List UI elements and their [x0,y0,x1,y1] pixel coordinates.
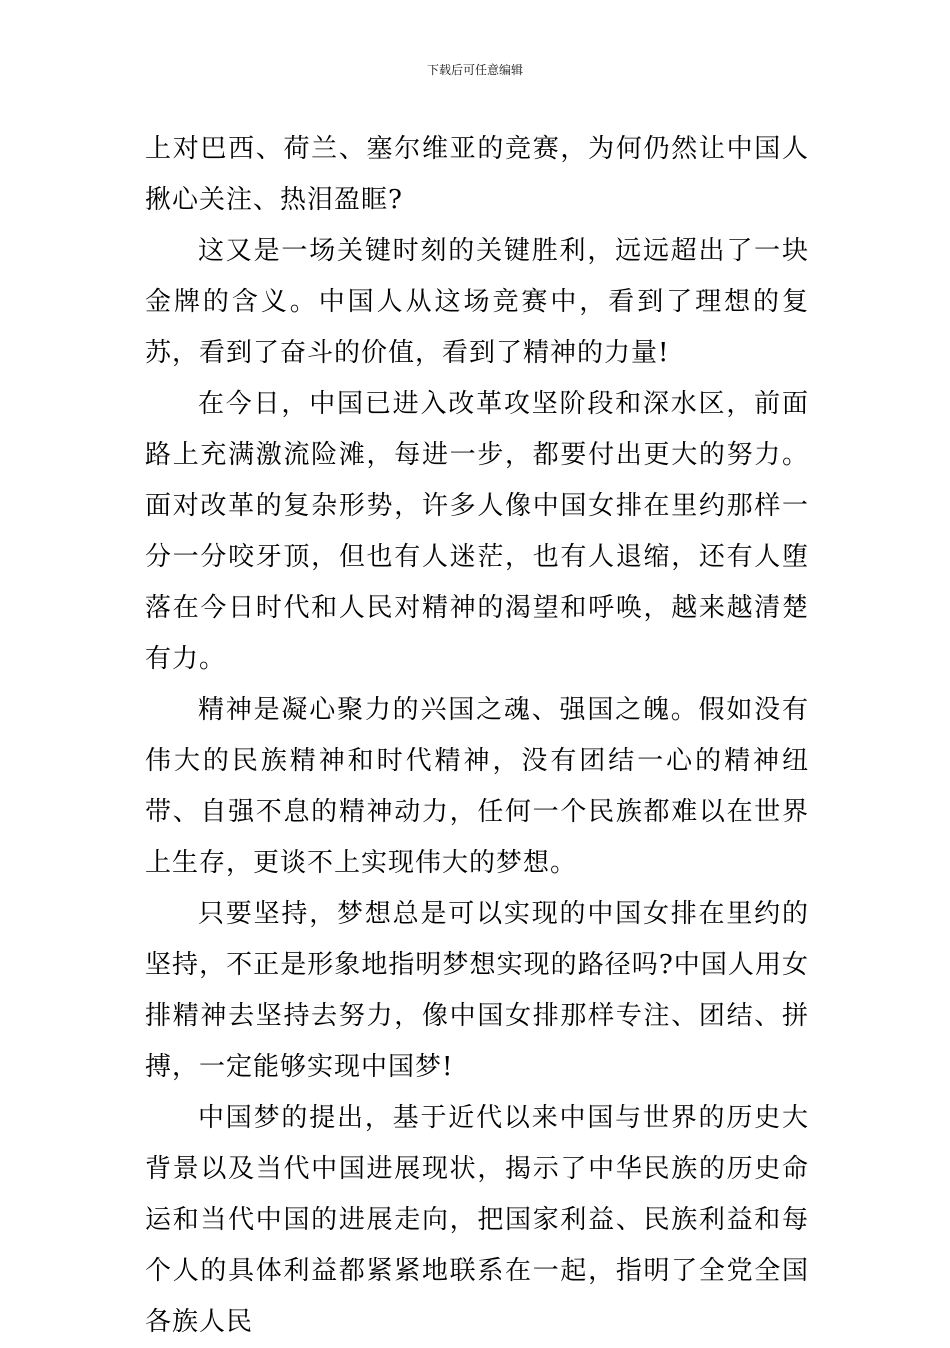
paragraph-1: 上对巴西、荷兰、塞尔维亚的竞赛，为何仍然让中国人揪心关注、热泪盈眶? [145,134,809,215]
paragraph-4: 精神是凝心聚力的兴国之魂、强国之魄。假如没有伟大的民族精神和时代精神，没有团结一心的精神纽带、自强不息的精神动力，任何一个民族都难以在世界上生存，更谈不上实现伟大的梦想。 [145,695,809,878]
paragraph-5: 只要坚持，梦想总是可以实现的中国女排在里约的坚持，不正是形象地指明梦想实现的路径吗?中国人用女排精神去坚持去努力，像中国女排那样专注、团结、拼搏，一定能够实现中国梦! [145,899,809,1082]
paragraph-2: 这又是一场关键时刻的关键胜利，远远超出了一块金牌的含义。中国人从这场竞赛中，看到了理想的复苏，看到了奋斗的价值，看到了精神的力量! [145,236,809,368]
paragraph-3: 在今日，中国已进入改革攻坚阶段和深水区，前面路上充满激流险滩，每进一步，都要付出更大的努力。面对改革的复杂形势，许多人像中国女排在里约那样一分一分咬牙顶，但也有人迷茫，也有人退缩，还有人堕落在今日时代和人民对精神的渴望和呼唤，越来越清楚有力。 [145,389,809,674]
paragraph-6: 中国梦的提出，基于近代以来中国与世界的历史大背景以及当代中国进展现状，揭示了中华民族的历史命运和当代中国的进展走向，把国家利益、民族利益和每个人的具体利益都紧紧地联系在一起，指明了全党全国各族人民 [145,1103,809,1337]
document-body [145,124,809,1348]
page-header: 下载后可任意编辑 [426,63,523,77]
